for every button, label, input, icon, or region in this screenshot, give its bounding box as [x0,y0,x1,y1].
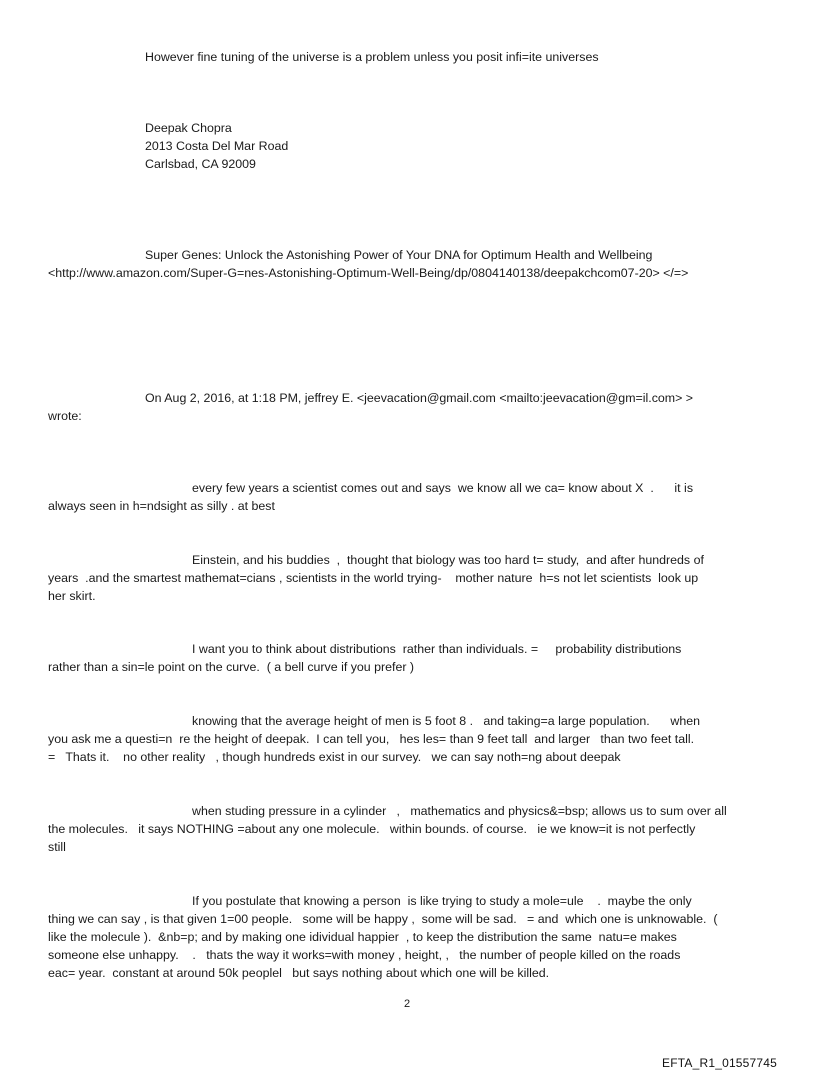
signature-address-line-1: 2013 Costa Del Mar Road [145,139,289,153]
quote-header-line-2: wrote: [48,409,82,423]
paragraph-line: = Thats it. no other reality , though hundreds exist in our survey. we can say noth=ng about deepak [48,750,621,764]
intro-text: However fine tuning of the universe is a problem unless you posit infi=ite universes [145,50,599,64]
paragraph-line: If you postulate that knowing a person is like trying to study a mole=ule . maybe the only [192,894,692,908]
paragraph-line: Einstein, and his buddies , thought that biology was too hard t= study, and after hundreds of [192,553,704,567]
paragraph-line: thing we can say , is that given 1=00 people. some will be happy , some will be sad. = and which one is unknowable. ( [48,912,718,926]
paragraph-line: the molecules. it says NOTHING =about any one molecule. within bounds. of course. ie we know=it is not perfectly [48,822,696,836]
paragraph-line: like the molecule ). &nb=p; and by making one idividual happier , to keep the distribution the same natu=e makes [48,930,677,944]
paragraph-line: always seen in h=ndsight as silly . at best [48,499,275,513]
quote-header-line-1: On Aug 2, 2016, at 1:18 PM, jeffrey E. <jeevacation@gmail.com <mailto:jeevacation@gm=il.com> > [145,391,694,405]
signature-address-line-2: Carlsbad, CA 92009 [145,157,256,171]
paragraph-line: every few years a scientist comes out and says we know all we ca= know about X . it is [192,481,694,495]
paragraph-line: years .and the smartest mathemat=cians , scientists in the world trying- mother nature h=s not let scientists look up [48,571,699,585]
paragraph-line: her skirt. [48,589,96,603]
paragraph-line: still [48,840,66,854]
signature-name: Deepak Chopra [145,121,232,135]
paragraph-line: when studing pressure in a cylinder , mathematics and physics&=bsp; allows us to sum over all [192,804,727,818]
paragraph-line: eac= year. constant at around 50k peoplel but says nothing about which one will be killed. [48,966,550,980]
page-number: 2 [404,998,411,1010]
paragraph-line: knowing that the average height of men is 5 foot 8 . and taking=a large population. when [192,714,701,728]
paragraph-line: rather than a sin=le point on the curve. ( a bell curve if you prefer ) [48,660,415,674]
book-link[interactable]: <http://www.amazon.com/Super-G=nes-Astonishing-Optimum-Well-Being/dp/0804140138/deepakchcom07-20> </=> [48,266,689,280]
document-id-footer: EFTA_R1_01557745 [662,1056,778,1070]
paragraph-line: I want you to think about distributions rather than individuals. = probability distributions [192,642,682,656]
paragraph-line: you ask me a questi=n re the height of deepak. I can tell you, hes les= than 9 feet tall and larger than two feet tall. [48,732,695,746]
paragraph-line: someone else unhappy. . thats the way it works=with money , height, , the number of people killed on the roads [48,948,681,962]
book-title: Super Genes: Unlock the Astonishing Power of Your DNA for Optimum Health and Wellbeing [145,248,653,262]
